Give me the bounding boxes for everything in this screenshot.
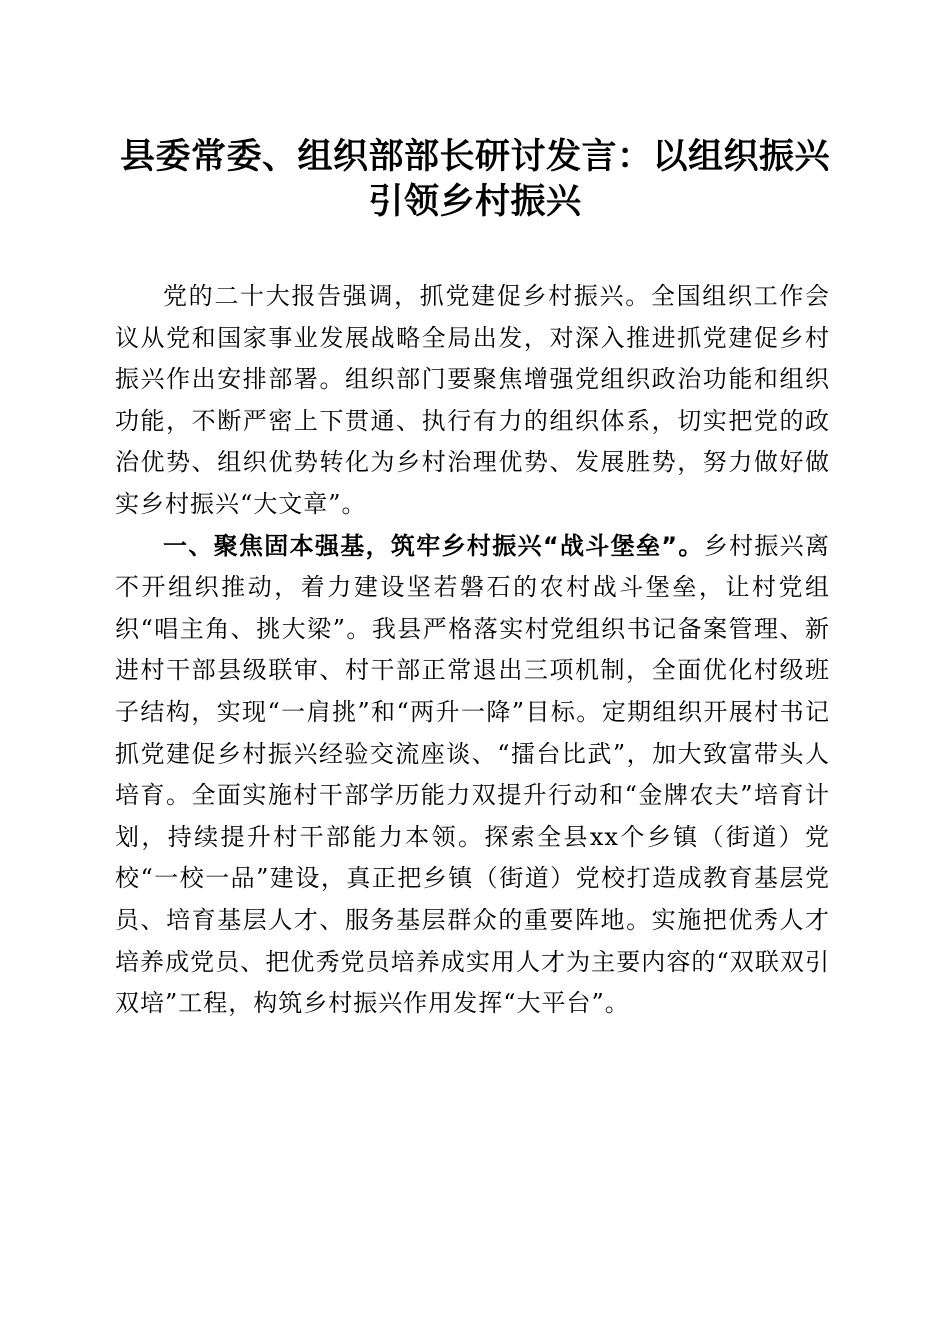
paragraph-intro-text: 党的二十大报告强调，抓党建促乡村振兴。全国组织工作会议从党和国家事业发展战略全局出发，对深入推进抓党建促乡村振兴作出安排部署。组织部门要聚焦增强党组织政治功能和组织功能，不断严密上下贯通、执行有力的组织体系，切实把党的政治优势、组织优势转化为乡村治理优势、发展胜势，努力做好做实乡村振兴“大文章”。 [115,282,830,518]
title-line-1: 县委常委、组织部部长研讨发言：以组织振兴 [119,136,830,177]
paragraph-intro [115,276,830,526]
title-line-2: 引领乡村振兴 [368,181,582,222]
section-1-heading: 一、聚焦固本强基，筑牢乡村振兴“战斗堡垒”。 [163,531,704,560]
document-body [115,276,830,1025]
document-title [110,134,840,224]
section-1-text: 乡村振兴离不开组织推动，着力建设坚若磐石的农村战斗堡垒，让村党组织“唱主角、挑大梁”。我县严格落实村党组织书记备案管理、新进村干部县级联审、村干部正常退出三项机制，全面优化村级班子结构，实现“一肩挑”和“两升一降”目标。定期组织开展村书记抓党建促乡村振兴经验交流座谈、“擂台比武”，加大致富带头人培育。全面实施村干部学历能力双提升行动和“金牌农夫”培育计划，持续提升村干部能力本领。探索全县xx个乡镇（街道）党校“一校一品”建设，真正把乡镇（街道）党校打造成教育基层党员、培育基层人才、服务基层群众的重要阵地。实施把优秀人才培养成党员、把优秀党员培养成实用人才为主要内容的“双联双引双培”工程，构筑乡村振兴作用发挥“大平台”。 [115,531,831,1018]
paragraph-section-1 [115,526,830,1025]
